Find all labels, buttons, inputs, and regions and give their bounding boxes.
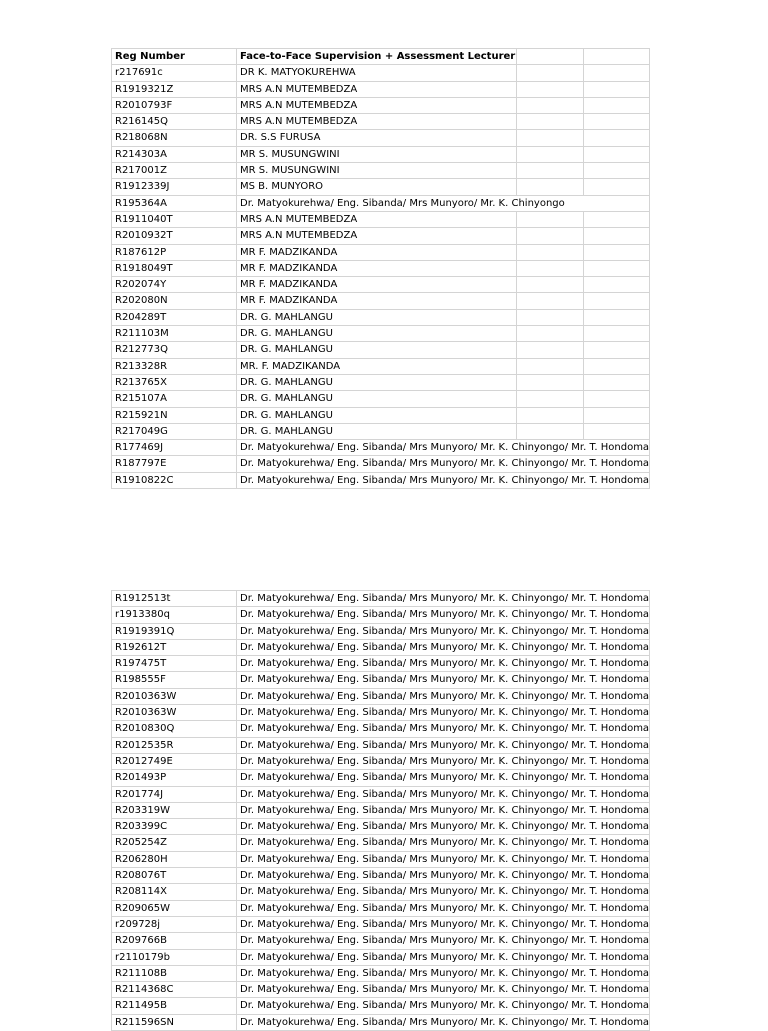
lecturer-cell: DR. G. MAHLANGU — [237, 423, 517, 439]
table-header-row — [112, 49, 650, 65]
reg-number-cell: r2110179b — [112, 949, 237, 965]
table-row — [112, 672, 650, 688]
lecturer-cell: DR. G. MAHLANGU — [237, 391, 517, 407]
reg-number-cell: R208076T — [112, 868, 237, 884]
lecturer-cell: MR F. MADZIKANDA — [237, 260, 517, 276]
table-row — [112, 623, 650, 639]
empty-cell — [583, 277, 649, 293]
lecturer-cell: Dr. Matyokurehwa/ Eng. Sibanda/ Mrs Munyoro/ Mr. K. Chinyongo/ Mr. T. Hondoma — [237, 456, 650, 472]
empty-cell — [583, 211, 649, 227]
lecturer-cell: MRS A.N MUTEMBEDZA — [237, 211, 517, 227]
table-row — [112, 884, 650, 900]
reg-number-cell: R203319W — [112, 802, 237, 818]
reg-number-cell: R209065W — [112, 900, 237, 916]
table-row — [112, 868, 650, 884]
lecturer-cell: Dr. Matyokurehwa/ Eng. Sibanda/ Mrs Munyoro/ Mr. K. Chinyongo — [237, 195, 650, 211]
table-row — [112, 228, 650, 244]
table-row — [112, 195, 650, 211]
empty-cell — [583, 97, 649, 113]
table-row — [112, 179, 650, 195]
empty-cell — [517, 358, 583, 374]
lecturer-cell: Dr. Matyokurehwa/ Eng. Sibanda/ Mrs Munyoro/ Mr. K. Chinyongo/ Mr. T. Hondoma — [237, 737, 650, 753]
reg-number-cell: R217001Z — [112, 163, 237, 179]
reg-number-cell: R2012535R — [112, 737, 237, 753]
table-row — [112, 721, 650, 737]
reg-number-cell: R2010363W — [112, 688, 237, 704]
table-row — [112, 835, 650, 851]
lecturer-cell: Dr. Matyokurehwa/ Eng. Sibanda/ Mrs Munyoro/ Mr. K. Chinyongo/ Mr. T. Hondoma — [237, 851, 650, 867]
reg-number-cell: R213328R — [112, 358, 237, 374]
lecturer-cell: MRS A.N MUTEMBEDZA — [237, 81, 517, 97]
reg-number-cell: R1912339J — [112, 179, 237, 195]
reg-number-cell: R2010363W — [112, 705, 237, 721]
empty-cell — [517, 423, 583, 439]
table-row — [112, 916, 650, 932]
empty-cell — [583, 293, 649, 309]
empty-cell — [583, 81, 649, 97]
lecturer-cell: MR F. MADZIKANDA — [237, 244, 517, 260]
lecturer-cell: MRS A.N MUTEMBEDZA — [237, 114, 517, 130]
reg-number-cell: R2010793F — [112, 97, 237, 113]
table-row — [112, 146, 650, 162]
reg-number-header: Reg Number — [112, 49, 237, 65]
reg-number-cell: R201774J — [112, 786, 237, 802]
empty-cell — [583, 423, 649, 439]
lecturer-cell: Dr. Matyokurehwa/ Eng. Sibanda/ Mrs Munyoro/ Mr. K. Chinyongo/ Mr. T. Hondoma — [237, 623, 650, 639]
table-row — [112, 851, 650, 867]
lecturer-cell: Dr. Matyokurehwa/ Eng. Sibanda/ Mrs Munyoro/ Mr. K. Chinyongo/ Mr. T. Hondoma — [237, 868, 650, 884]
lecturer-cell: Dr. Matyokurehwa/ Eng. Sibanda/ Mrs Munyoro/ Mr. K. Chinyongo/ Mr. T. Hondoma — [237, 1014, 650, 1030]
table-row — [112, 97, 650, 113]
table-row — [112, 326, 650, 342]
lecturer-cell: MR F. MADZIKANDA — [237, 277, 517, 293]
reg-number-cell: R215107A — [112, 391, 237, 407]
reg-number-cell: R214303A — [112, 146, 237, 162]
empty-cell — [583, 309, 649, 325]
empty-cell — [517, 97, 583, 113]
lecturer-cell: Dr. Matyokurehwa/ Eng. Sibanda/ Mrs Munyoro/ Mr. K. Chinyongo/ Mr. T. Hondoma — [237, 721, 650, 737]
reg-number-cell: R211495B — [112, 998, 237, 1014]
table-row — [112, 770, 650, 786]
table-row — [112, 456, 650, 472]
empty-cell — [517, 374, 583, 390]
table-row — [112, 81, 650, 97]
empty-cell — [583, 65, 649, 81]
empty-cell — [517, 211, 583, 227]
lecturer-cell: MRS A.N MUTEMBEDZA — [237, 97, 517, 113]
table-row — [112, 786, 650, 802]
reg-number-cell: R1919321Z — [112, 81, 237, 97]
lecturer-cell: MR S. MUSUNGWINI — [237, 163, 517, 179]
lecturer-cell: Dr. Matyokurehwa/ Eng. Sibanda/ Mrs Munyoro/ Mr. K. Chinyongo/ Mr. T. Hondoma — [237, 440, 650, 456]
lecturer-cell: Dr. Matyokurehwa/ Eng. Sibanda/ Mrs Munyoro/ Mr. K. Chinyongo/ Mr. T. Hondoma — [237, 472, 650, 488]
lecturer-cell: Dr. Matyokurehwa/ Eng. Sibanda/ Mrs Munyoro/ Mr. K. Chinyongo/ Mr. T. Hondoma — [237, 786, 650, 802]
table-row — [112, 358, 650, 374]
empty-cell — [517, 407, 583, 423]
reg-number-cell: R2010932T — [112, 228, 237, 244]
empty-cell — [583, 407, 649, 423]
reg-number-cell: R201493P — [112, 770, 237, 786]
reg-number-cell: r1913380q — [112, 607, 237, 623]
lecturer-cell: DR. G. MAHLANGU — [237, 407, 517, 423]
empty-cell — [517, 49, 583, 65]
empty-cell — [517, 163, 583, 179]
lecturer-cell: DR. G. MAHLANGU — [237, 309, 517, 325]
table-row — [112, 949, 650, 965]
table-row — [112, 705, 650, 721]
empty-cell — [583, 342, 649, 358]
reg-number-cell: R177469J — [112, 440, 237, 456]
lecturer-cell: Dr. Matyokurehwa/ Eng. Sibanda/ Mrs Munyoro/ Mr. K. Chinyongo/ Mr. T. Hondoma — [237, 949, 650, 965]
empty-cell — [583, 326, 649, 342]
reg-number-cell: R208114X — [112, 884, 237, 900]
lecturer-cell: MR. F. MADZIKANDA — [237, 358, 517, 374]
table-row — [112, 114, 650, 130]
reg-number-cell: R211108B — [112, 965, 237, 981]
table-row — [112, 737, 650, 753]
empty-cell — [583, 146, 649, 162]
table-row — [112, 688, 650, 704]
reg-number-cell: R197475T — [112, 656, 237, 672]
empty-cell — [583, 358, 649, 374]
empty-cell — [517, 293, 583, 309]
table-row — [112, 244, 650, 260]
empty-cell — [517, 277, 583, 293]
empty-cell — [517, 244, 583, 260]
reg-number-cell: R1910822C — [112, 472, 237, 488]
empty-cell — [583, 49, 649, 65]
lecturer-cell: Dr. Matyokurehwa/ Eng. Sibanda/ Mrs Munyoro/ Mr. K. Chinyongo/ Mr. T. Hondoma — [237, 900, 650, 916]
reg-number-cell: R1912513t — [112, 591, 237, 607]
reg-number-cell: R205254Z — [112, 835, 237, 851]
reg-number-cell: R202074Y — [112, 277, 237, 293]
table-row — [112, 933, 650, 949]
table-row — [112, 591, 650, 607]
empty-cell — [517, 179, 583, 195]
lecturer-cell: Dr. Matyokurehwa/ Eng. Sibanda/ Mrs Munyoro/ Mr. K. Chinyongo/ Mr. T. Hondoma — [237, 656, 650, 672]
lecturer-cell: Dr. Matyokurehwa/ Eng. Sibanda/ Mrs Munyoro/ Mr. K. Chinyongo/ Mr. T. Hondoma — [237, 672, 650, 688]
reg-number-cell: r217691c — [112, 65, 237, 81]
reg-number-cell: R1918049T — [112, 260, 237, 276]
lecturer-cell: Dr. Matyokurehwa/ Eng. Sibanda/ Mrs Munyoro/ Mr. K. Chinyongo/ Mr. T. Hondoma — [237, 639, 650, 655]
table-row — [112, 65, 650, 81]
reg-number-cell: R187612P — [112, 244, 237, 260]
table-row — [112, 1014, 650, 1030]
table-row — [112, 819, 650, 835]
table-row — [112, 802, 650, 818]
lecturer-cell: Dr. Matyokurehwa/ Eng. Sibanda/ Mrs Munyoro/ Mr. K. Chinyongo/ Mr. T. Hondoma — [237, 607, 650, 623]
lecturer-cell: Dr. Matyokurehwa/ Eng. Sibanda/ Mrs Munyoro/ Mr. K. Chinyongo/ Mr. T. Hondoma — [237, 884, 650, 900]
reg-number-cell: R198555F — [112, 672, 237, 688]
reg-number-cell: R195364A — [112, 195, 237, 211]
supervision-table-top — [111, 48, 650, 489]
table-row — [112, 342, 650, 358]
table-row — [112, 472, 650, 488]
lecturer-cell: Dr. Matyokurehwa/ Eng. Sibanda/ Mrs Munyoro/ Mr. K. Chinyongo/ Mr. T. Hondoma — [237, 916, 650, 932]
lecturer-cell: DR. S.S FURUSA — [237, 130, 517, 146]
reg-number-cell: R1919391Q — [112, 623, 237, 639]
table-row — [112, 130, 650, 146]
table-row — [112, 391, 650, 407]
lecturer-cell: Dr. Matyokurehwa/ Eng. Sibanda/ Mrs Munyoro/ Mr. K. Chinyongo/ Mr. T. Hondoma — [237, 998, 650, 1014]
table-row — [112, 293, 650, 309]
table-row — [112, 982, 650, 998]
empty-cell — [583, 260, 649, 276]
table-row — [112, 163, 650, 179]
table-row — [112, 753, 650, 769]
reg-number-cell: R211103M — [112, 326, 237, 342]
lecturer-cell: Dr. Matyokurehwa/ Eng. Sibanda/ Mrs Munyoro/ Mr. K. Chinyongo/ Mr. T. Hondoma — [237, 770, 650, 786]
reg-number-cell: R2010830Q — [112, 721, 237, 737]
table-row — [112, 211, 650, 227]
empty-cell — [517, 309, 583, 325]
reg-number-cell: R1911040T — [112, 211, 237, 227]
lecturer-cell: DR K. MATYOKUREHWA — [237, 65, 517, 81]
empty-cell — [517, 65, 583, 81]
empty-cell — [583, 374, 649, 390]
reg-number-cell: R202080N — [112, 293, 237, 309]
reg-number-cell: R187797E — [112, 456, 237, 472]
empty-cell — [517, 81, 583, 97]
lecturer-cell: Dr. Matyokurehwa/ Eng. Sibanda/ Mrs Munyoro/ Mr. K. Chinyongo/ Mr. T. Hondoma — [237, 802, 650, 818]
lecturer-header: Face-to-Face Supervision + Assessment Lecturer — [237, 49, 517, 65]
empty-cell — [583, 391, 649, 407]
table-row — [112, 656, 650, 672]
lecturer-cell: Dr. Matyokurehwa/ Eng. Sibanda/ Mrs Munyoro/ Mr. K. Chinyongo/ Mr. T. Hondoma — [237, 982, 650, 998]
empty-cell — [517, 391, 583, 407]
table-row — [112, 900, 650, 916]
empty-cell — [517, 342, 583, 358]
table-row — [112, 407, 650, 423]
lecturer-cell: Dr. Matyokurehwa/ Eng. Sibanda/ Mrs Munyoro/ Mr. K. Chinyongo/ Mr. T. Hondoma — [237, 705, 650, 721]
empty-cell — [517, 146, 583, 162]
lecturer-cell: MR S. MUSUNGWINI — [237, 146, 517, 162]
reg-number-cell: r209728j — [112, 916, 237, 932]
lecturer-cell: Dr. Matyokurehwa/ Eng. Sibanda/ Mrs Munyoro/ Mr. K. Chinyongo/ Mr. T. Hondoma — [237, 835, 650, 851]
table-row — [112, 374, 650, 390]
reg-number-cell: R217049G — [112, 423, 237, 439]
reg-number-cell: R215921N — [112, 407, 237, 423]
reg-number-cell: R218068N — [112, 130, 237, 146]
table-row — [112, 277, 650, 293]
reg-number-cell: R213765X — [112, 374, 237, 390]
supervision-table-bottom — [111, 590, 650, 1031]
lecturer-cell: Dr. Matyokurehwa/ Eng. Sibanda/ Mrs Munyoro/ Mr. K. Chinyongo/ Mr. T. Hondoma — [237, 753, 650, 769]
table-row — [112, 607, 650, 623]
lecturer-cell: DR. G. MAHLANGU — [237, 374, 517, 390]
table-row — [112, 309, 650, 325]
empty-cell — [583, 179, 649, 195]
empty-cell — [517, 130, 583, 146]
lecturer-cell: DR. G. MAHLANGU — [237, 342, 517, 358]
reg-number-cell: R216145Q — [112, 114, 237, 130]
lecturer-cell: Dr. Matyokurehwa/ Eng. Sibanda/ Mrs Munyoro/ Mr. K. Chinyongo/ Mr. T. Hondoma — [237, 591, 650, 607]
table-row — [112, 260, 650, 276]
lecturer-cell: MS B. MUNYORO — [237, 179, 517, 195]
reg-number-cell: R203399C — [112, 819, 237, 835]
reg-number-cell: R2012749E — [112, 753, 237, 769]
lecturer-cell: Dr. Matyokurehwa/ Eng. Sibanda/ Mrs Munyoro/ Mr. K. Chinyongo/ Mr. T. Hondoma — [237, 688, 650, 704]
reg-number-cell: R2114368C — [112, 982, 237, 998]
empty-cell — [517, 260, 583, 276]
lecturer-cell: Dr. Matyokurehwa/ Eng. Sibanda/ Mrs Munyoro/ Mr. K. Chinyongo/ Mr. T. Hondoma — [237, 819, 650, 835]
table-row — [112, 440, 650, 456]
reg-number-cell: R204289T — [112, 309, 237, 325]
table-row — [112, 965, 650, 981]
empty-cell — [517, 326, 583, 342]
empty-cell — [583, 130, 649, 146]
empty-cell — [583, 244, 649, 260]
table-row — [112, 639, 650, 655]
reg-number-cell: R206280H — [112, 851, 237, 867]
reg-number-cell: R209766B — [112, 933, 237, 949]
empty-cell — [583, 228, 649, 244]
lecturer-cell: DR. G. MAHLANGU — [237, 326, 517, 342]
table-row — [112, 423, 650, 439]
empty-cell — [517, 228, 583, 244]
lecturer-cell: Dr. Matyokurehwa/ Eng. Sibanda/ Mrs Munyoro/ Mr. K. Chinyongo/ Mr. T. Hondoma — [237, 933, 650, 949]
reg-number-cell: R212773Q — [112, 342, 237, 358]
empty-cell — [517, 114, 583, 130]
empty-cell — [583, 163, 649, 179]
reg-number-cell: R211596SN — [112, 1014, 237, 1030]
lecturer-cell: MR F. MADZIKANDA — [237, 293, 517, 309]
empty-cell — [583, 114, 649, 130]
table-row — [112, 998, 650, 1014]
lecturer-cell: Dr. Matyokurehwa/ Eng. Sibanda/ Mrs Munyoro/ Mr. K. Chinyongo/ Mr. T. Hondoma — [237, 965, 650, 981]
reg-number-cell: R192612T — [112, 639, 237, 655]
lecturer-cell: MRS A.N MUTEMBEDZA — [237, 228, 517, 244]
